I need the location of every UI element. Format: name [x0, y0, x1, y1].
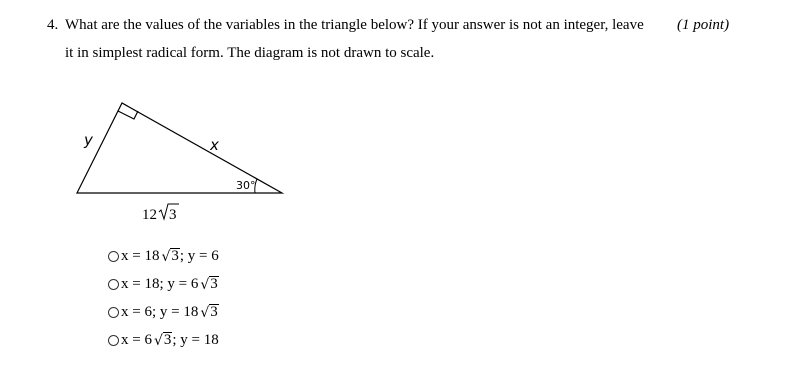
- question-points: (1 point): [677, 17, 730, 33]
- radical-sign: √: [161, 249, 171, 266]
- radio-button[interactable]: [108, 251, 119, 262]
- triangle-diagram: [60, 95, 300, 225]
- radicand: 3: [171, 247, 179, 264]
- radical-sign: √: [153, 333, 163, 350]
- answer-option-1[interactable]: [108, 242, 219, 270]
- question-text-line-1: What are the values of the variables in the triangle below? If your answer is not an integer, leave: [65, 17, 644, 33]
- option-x-value: x = 6: [121, 331, 152, 348]
- sqrt-expression: [200, 304, 218, 321]
- option-x-value: x = 18: [121, 247, 160, 264]
- radio-button[interactable]: [108, 335, 119, 346]
- radical-sign: √: [200, 305, 210, 322]
- sqrt-expression: [161, 248, 179, 265]
- side-x-label: x: [210, 136, 219, 154]
- radicand: 3: [163, 331, 172, 348]
- answer-option-3[interactable]: [108, 298, 219, 326]
- answer-option-2[interactable]: [108, 270, 219, 298]
- question-number: 4.: [47, 17, 59, 33]
- radio-button[interactable]: [108, 279, 119, 290]
- option-y-value: ; y = 18: [172, 331, 219, 348]
- base-coefficient: 12: [142, 207, 157, 223]
- base-radicand: 3: [169, 207, 177, 223]
- triangle-figure: [60, 95, 300, 230]
- sqrt-expression: [200, 276, 218, 293]
- base-length-label: [142, 204, 179, 223]
- radical-sign: √: [200, 277, 210, 294]
- right-angle-marker: [118, 111, 138, 119]
- sqrt-expression: [154, 332, 172, 349]
- option-value: x = 6; y = 18: [121, 303, 199, 320]
- option-y-value: ; y = 6: [179, 247, 219, 264]
- option-value: x = 18; y = 6: [121, 275, 199, 292]
- angle-label: 30°: [236, 179, 256, 192]
- radicand: 3: [210, 275, 218, 292]
- side-y-label: y: [84, 131, 93, 149]
- radio-button[interactable]: [108, 307, 119, 318]
- question-text-line-2: it in simplest radical form. The diagram is not drawn to scale.: [65, 45, 435, 61]
- answer-options: [108, 242, 219, 354]
- radicand: 3: [210, 303, 218, 320]
- answer-option-4[interactable]: [108, 326, 219, 354]
